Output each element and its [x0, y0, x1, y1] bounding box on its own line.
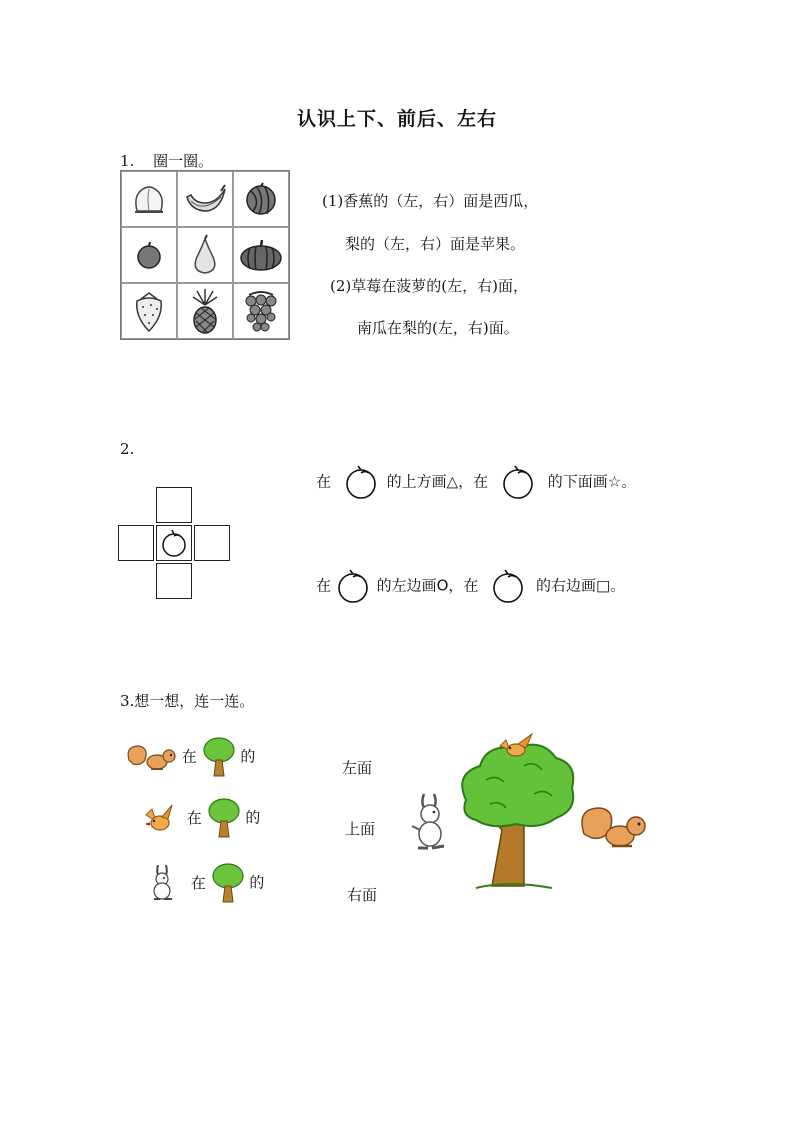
option-right[interactable]: 右面: [347, 886, 378, 904]
fruit-grid: [120, 170, 290, 340]
q2-label: 2.: [120, 440, 135, 458]
tree-icon: [211, 862, 245, 904]
page-title: 认识上下、前后、左右: [296, 108, 497, 130]
pear-icon: [177, 227, 233, 283]
q1-line-4: 南瓜在梨的(左，右)面。: [357, 319, 519, 337]
tree-icon: [202, 736, 236, 778]
q3-row-1: [125, 736, 255, 776]
q3-label: 3.想一想，连一连。: [120, 692, 255, 710]
q2-line-2-c: 的右边画□。: [535, 576, 626, 595]
rabbit-icon: [412, 794, 444, 848]
cross-grid: [118, 487, 232, 601]
grid-cell-center: [156, 525, 192, 561]
apple-icon: [336, 568, 370, 604]
q1-line-1: (1)香蕉的（左，右）面是西瓜，: [322, 192, 539, 210]
tree-icon: [207, 797, 241, 839]
grid-cell-right[interactable]: [194, 525, 230, 561]
grid-cell-left[interactable]: [118, 525, 154, 561]
pumpkin-icon: [233, 227, 289, 283]
q2-line-1: [316, 464, 636, 500]
squirrel-icon: [582, 808, 645, 846]
q1-line-2: 梨的（左，右）面是苹果。: [345, 235, 526, 253]
q3-row-3-a: 在: [190, 873, 206, 892]
q2-line-2-b: 的左边画O，在: [376, 576, 479, 595]
apple-icon: [121, 227, 177, 283]
apple-icon: [491, 568, 525, 604]
rabbit-icon: [148, 863, 178, 903]
apple-icon: [344, 464, 378, 500]
q2-line-1-c: 的下面画☆。: [547, 472, 637, 491]
grid-cell-top[interactable]: [156, 487, 192, 523]
q3-row-2-a: 在: [186, 808, 202, 827]
q1-instruction: 圈一圈。: [153, 152, 214, 170]
scene-illustration: [406, 730, 650, 900]
q3-row-2-b: 的: [245, 808, 261, 827]
apple-icon: [501, 464, 535, 500]
peach-icon: [121, 171, 177, 227]
pineapple-icon: [177, 283, 233, 339]
q3-row-2: [142, 797, 260, 837]
q1-header: [120, 150, 213, 171]
option-left[interactable]: 左面: [342, 759, 373, 777]
banana-icon: [177, 171, 233, 227]
squirrel-icon: [125, 740, 177, 774]
q2-line-2-a: 在: [316, 576, 332, 595]
watermelon-icon: [233, 171, 289, 227]
bird-icon: [142, 801, 176, 835]
tree-icon: [462, 745, 573, 888]
strawberry-icon: [121, 283, 177, 339]
q3-row-3-b: 的: [249, 873, 265, 892]
grid-cell-bottom[interactable]: [156, 563, 192, 599]
q3-row-1-a: 在: [181, 747, 197, 766]
q2-line-1-b: 的上方画△，在: [386, 472, 489, 491]
q2-line-2: [316, 568, 625, 604]
q3-row-3: [148, 862, 264, 904]
q2-line-1-a: 在: [316, 472, 332, 491]
apple-icon: [157, 526, 191, 560]
q3-row-1-b: 的: [240, 747, 256, 766]
option-top[interactable]: 上面: [345, 820, 376, 838]
q1-line-3: (2)草莓在菠萝的(左，右)面，: [330, 277, 528, 295]
q1-label: 1.: [120, 152, 135, 170]
grape-icon: [233, 283, 289, 339]
